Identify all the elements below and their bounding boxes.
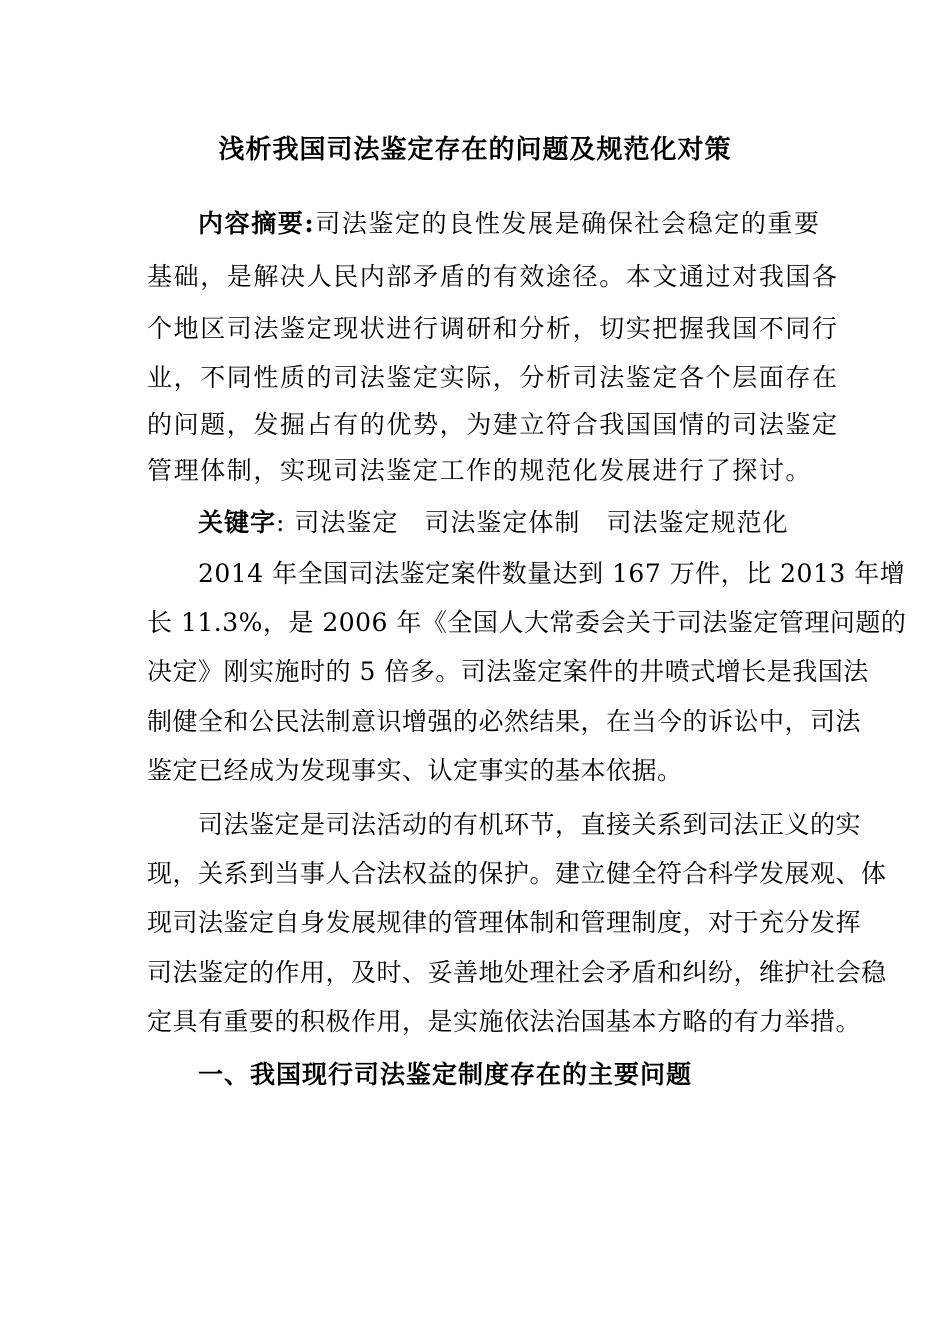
paragraph-line: 定具有重要的积极作用，是实施依法治国基本方略的有力举措。 [147,1007,862,1036]
abstract-line-3: 个地区司法鉴定现状进行调研和分析，切实把握我国不同行 [147,314,839,343]
document-title: 浅析我国司法鉴定存在的问题及规范化对策 [218,135,732,165]
abstract-text: 司法鉴定的良性发展是确保社会稳定的重要 [315,209,821,238]
abstract-label: 内容摘要: [198,209,316,238]
paragraph-line: 长 11.3%，是 2006 年《全国人大常委会关于司法鉴定管理问题的 [147,608,907,637]
keyword-item: 司法鉴定规范化 [606,508,789,537]
paragraph-line: 制健全和公民法制意识增强的必然结果，在当今的诉讼中，司法 [147,707,862,736]
keywords-colon: : [276,508,286,537]
paragraph-line: 决定》刚实施时的 5 倍多。司法鉴定案件的井喷式增长是我国法 [147,657,869,686]
keyword-item: 司法鉴定体制 [424,508,581,537]
paragraph-line: 2014 年全国司法鉴定案件数量达到 167 万件，比 2013 年增 [198,559,906,588]
paragraph-line: 司法鉴定是司法活动的有机环节，直接关系到司法正义的实 [198,810,862,839]
keyword-item: 司法鉴定 [294,508,399,537]
keywords-line [198,503,788,543]
paragraph-line: 现，关系到当事人合法权益的保护。建立健全符合科学发展观、体 [147,859,887,888]
abstract-line-4: 业，不同性质的司法鉴定实际，分析司法鉴定各个层面存在 [147,363,839,392]
abstract-line-6: 管理体制，实现司法鉴定工作的规范化发展进行了探讨。 [147,456,813,485]
paragraph-line: 鉴定已经成为发现事实、认定事实的基本依据。 [147,756,683,785]
paragraph-line: 现司法鉴定自身发展规律的管理体制和管理制度，对于充分发挥 [147,908,862,937]
paragraph-line: 司法鉴定的作用，及时、妥善地处理社会矛盾和纠纷，维护社会稳 [147,958,887,987]
section-heading: 一、我国现行司法鉴定制度存在的主要问题 [198,1060,693,1089]
abstract-line-2: 基础，是解决人民内部矛盾的有效途径。本文通过对我国各 [147,262,839,291]
abstract-line-1 [198,204,821,244]
abstract-line-5: 的问题，发掘占有的优势，为建立符合我国国情的司法鉴定 [147,410,839,439]
keywords-label: 关键字 [198,508,277,537]
